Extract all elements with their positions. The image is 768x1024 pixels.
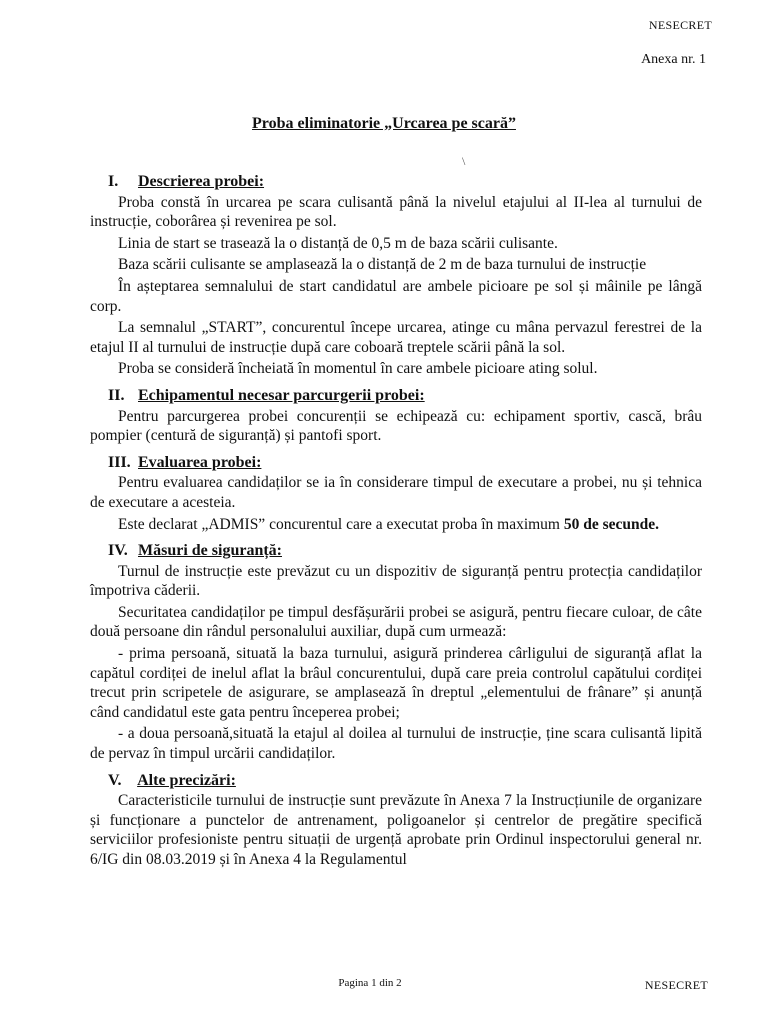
section-number: V. [108, 771, 122, 789]
section-title: Evaluarea probei: [138, 453, 262, 471]
header-classification: NESECRET [648, 18, 712, 32]
document-title: Proba eliminatorie „Urcarea pe scară” [252, 115, 516, 132]
paragraph: Securitatea candidaților pe timpul desfășurării probei se asigură, pentru fiecare culoar, de câte două persoane din rândul personalului auxiliar, după cum urmează: [90, 603, 702, 641]
paragraph: Pentru evaluarea candidaților se ia în considerare timpul de executare a probei, nu și tehnica de executare a acesteia. [90, 474, 702, 511]
section-title: Măsuri de siguranță: [138, 542, 282, 560]
section-number: III. [108, 453, 131, 471]
paragraph: La semnalul „START”, concurentul începe urcarea, atinge cu mâna pervazul ferestrei de la etajul II al turnului de instrucție după care coboară treptele scării până la sol. [90, 319, 702, 356]
paragraph: În așteptarea semnalului de start candidatul are ambele picioare pe sol și mâinile pe lângă corp. [90, 277, 702, 315]
section-title: Alte precizări: [137, 771, 236, 789]
section-title: Echipamentul necesar parcurgerii probei: [138, 386, 425, 404]
section-equipment [90, 386, 702, 446]
paragraph: Linia de start se trasează la o distanță de 0,5 m de baza scării culisante. [118, 234, 558, 252]
section-description [90, 172, 702, 379]
document-body [90, 172, 702, 877]
admis-time-limit: 50 de secunde [563, 515, 656, 533]
paragraph: Turnul de instrucție este prevăzut cu un dispozitiv de siguranță pentru protecția candidaților împotriva căderii. [90, 562, 702, 600]
paragraph: Caracteristicile turnului de instrucție sunt prevăzute în Anexa 7 la Instrucțiunile de organizare și funcționare a punctelor de antrenament, poligoanelor și centrelor de pregătire specifică serviciilor profesioniste pentru situații de urgență aprobate prin Ordinul inspectorului general nr. 6/IG din 08.03.2019 și în Anexa 4 la Regulamentul [90, 792, 702, 868]
section-other [90, 771, 702, 870]
paragraph: Pentru parcurgerea probei concurenții se echipează cu: echipament sportiv, cască, brâu pompier (centură de siguranță) și pantofi sport. [90, 407, 702, 445]
paragraph: Proba constă în urcarea pe scara culisantă până la nivelul etajului al II-lea al turnului de instrucție, coborârea și revenirea pe sol. [90, 193, 702, 231]
section-number: II. [108, 386, 125, 404]
page-number: Pagina 1 din 2 [338, 977, 402, 989]
section-heading [108, 541, 702, 561]
paragraph: Baza scării culisante se amplasează la o distanță de 2 m de baza turnului de instrucție [118, 256, 647, 274]
footer-classification: NESECRET [644, 978, 708, 992]
section-heading [108, 386, 702, 406]
section-heading [108, 453, 702, 473]
section-number: I. [108, 173, 119, 190]
section-safety [90, 541, 702, 764]
admis-text: Este declarat „ADMIS” concurentul care a executat proba în maximum [118, 515, 564, 533]
scan-mark: \ [462, 154, 466, 168]
annex-label: Anexa nr. 1 [641, 52, 706, 67]
section-title: Descrierea probei: [138, 173, 265, 190]
paragraph: Proba se consideră încheiată în momentul în care ambele picioare ating solul. [118, 360, 598, 378]
admis-end: . [655, 515, 660, 533]
section-heading [108, 771, 702, 791]
section-number: IV. [108, 542, 128, 560]
paragraph: - a doua persoană,situată la etajul al doilea al turnului de instrucție, ține scara culisantă lipită de pervaz în timpul urcării candidaților. [90, 725, 702, 763]
section-evaluation [90, 453, 702, 534]
paragraph: - prima persoană, situată la baza turnului, asigură prinderea cârligului de siguranță aflat la capătul cordiței de inelul aflat la brâul concurentului, după care preia controlul capătului cordiței trecut prin scripetele de asigurare, se amplasează în dreptul „elementului de frânare” și anunță când candidatul este gata pentru începerea probei; [90, 645, 702, 721]
admis-paragraph [90, 515, 702, 535]
section-heading [108, 172, 702, 192]
